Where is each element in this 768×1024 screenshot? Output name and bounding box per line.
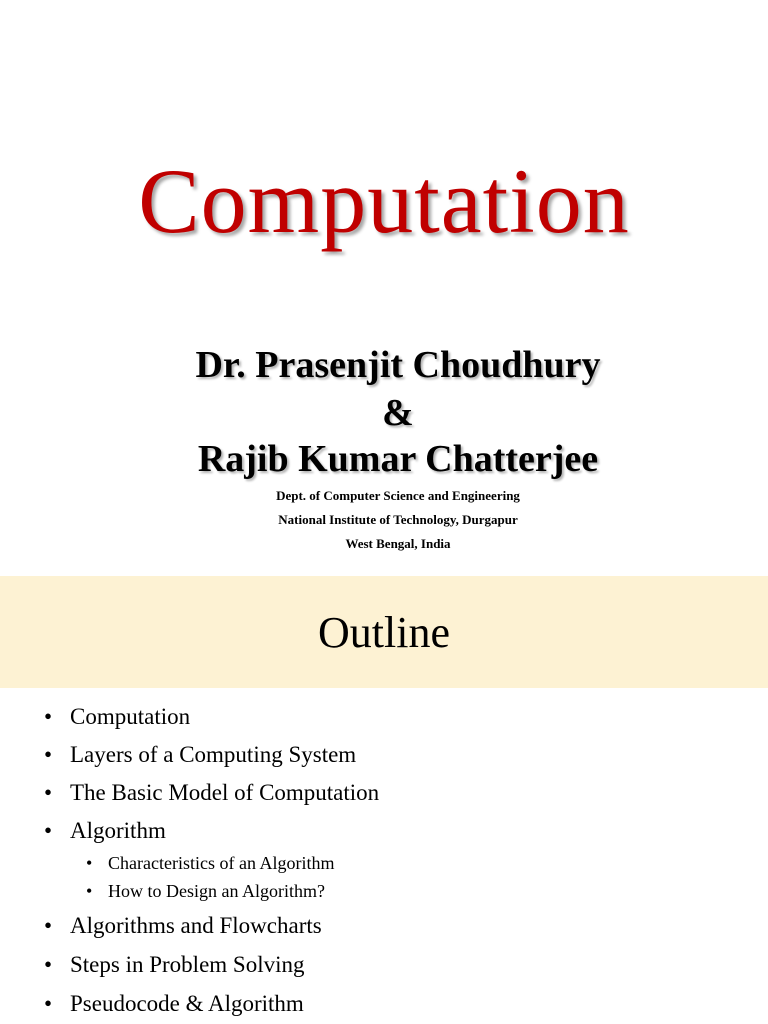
list-item: • The Basic Model of Computation	[44, 778, 379, 808]
slide-title: Computation	[138, 150, 630, 252]
list-item: • Layers of a Computing System	[44, 740, 356, 770]
bullet-icon: •	[44, 742, 53, 767]
bullet-icon: •	[86, 853, 93, 873]
bullet-icon: •	[44, 780, 53, 805]
sub-list-item: • How to Design an Algorithm?	[86, 881, 325, 901]
bullet-icon: •	[44, 991, 53, 1016]
outline-title: Outline	[318, 608, 450, 657]
list-item: • Pseudocode & Algorithm	[44, 989, 304, 1019]
author-ampersand: &	[382, 392, 414, 434]
affiliation-dept: Dept. of Computer Science and Engineering	[276, 488, 520, 503]
author-1: Dr. Prasenjit Choudhury	[195, 344, 601, 386]
affiliation-location: West Bengal, India	[345, 536, 451, 551]
list-item: • Computation	[44, 702, 190, 732]
list-item: • Algorithms and Flowcharts	[44, 911, 322, 941]
affiliation-institute: National Institute of Technology, Durgapur	[278, 512, 518, 527]
bullet-icon: •	[44, 913, 53, 938]
bullet-icon: •	[86, 881, 93, 901]
list-item: • Steps in Problem Solving	[44, 950, 305, 980]
sub-list-item: • Characteristics of an Algorithm	[86, 853, 335, 873]
bullet-icon: •	[44, 818, 53, 843]
bullet-icon: •	[44, 704, 53, 729]
author-2: Rajib Kumar Chatterjee	[197, 438, 599, 480]
list-item: • Algorithm	[44, 816, 166, 846]
bullet-icon: •	[44, 952, 53, 977]
